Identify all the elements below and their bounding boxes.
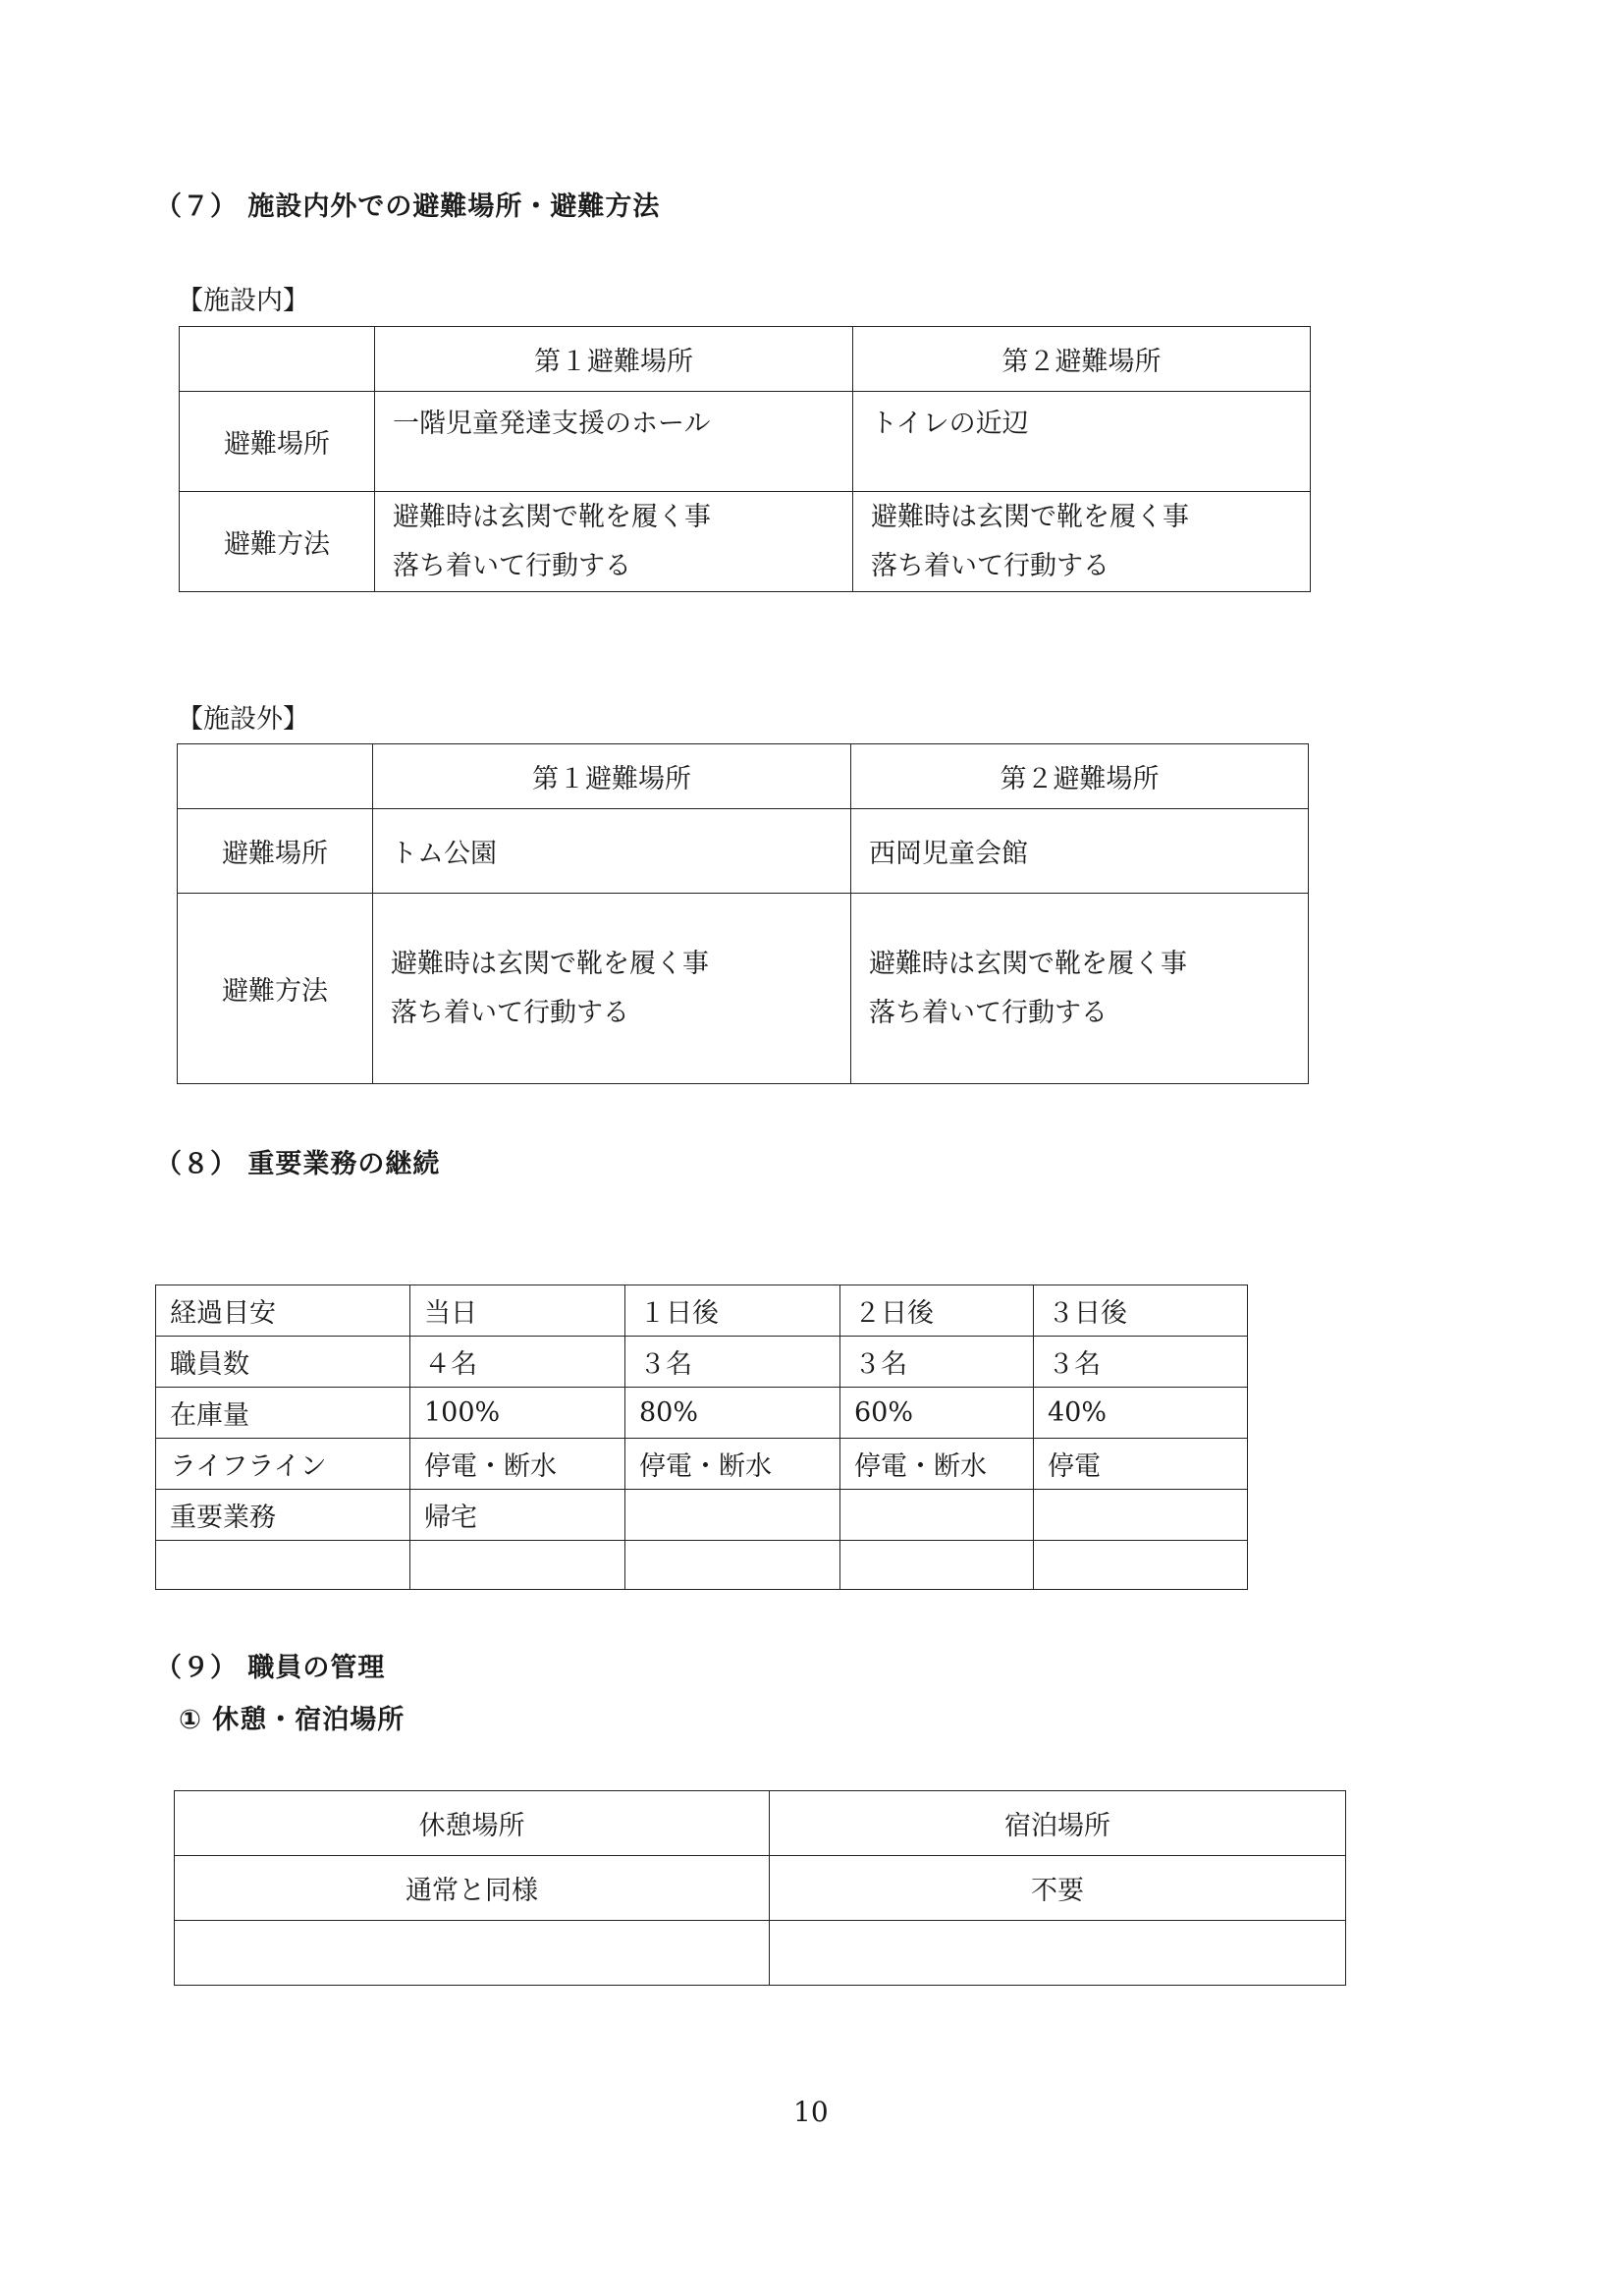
table-cell: 経過目安 bbox=[156, 1285, 410, 1337]
table-header-row bbox=[178, 744, 1309, 809]
table-cell bbox=[175, 1921, 770, 1986]
table-row bbox=[180, 492, 1311, 592]
table-cell: 職員数 bbox=[156, 1337, 410, 1388]
table-cell: １日後 bbox=[625, 1285, 840, 1337]
table-cell: 帰宅 bbox=[410, 1490, 625, 1541]
table-cell bbox=[625, 1490, 840, 1541]
table-row bbox=[175, 1856, 1346, 1921]
cell-line: 西岡児童会館 bbox=[869, 839, 1028, 869]
header-cell bbox=[178, 744, 373, 809]
table-cell: ３名 bbox=[840, 1337, 1034, 1388]
table-row bbox=[156, 1490, 1248, 1541]
table-row bbox=[178, 809, 1309, 894]
header-cell: 第１避難場所 bbox=[373, 744, 851, 809]
table-cell bbox=[853, 392, 1311, 492]
table-cell bbox=[1034, 1490, 1248, 1541]
table-cell: 不要 bbox=[770, 1856, 1346, 1921]
section-9-heading: （９） 職員の管理 bbox=[155, 1653, 386, 1683]
table-row bbox=[175, 1921, 1346, 1986]
table-cell: 在庫量 bbox=[156, 1388, 410, 1439]
table-row bbox=[178, 894, 1309, 1084]
table-cell: 100% bbox=[410, 1388, 625, 1439]
row-label: 避難方法 bbox=[178, 894, 373, 1084]
table-cell: 40% bbox=[1034, 1388, 1248, 1439]
header-cell: 第２避難場所 bbox=[853, 327, 1311, 392]
cell-line: 落ち着いて行動する bbox=[869, 997, 1108, 1028]
table-cell: 60% bbox=[840, 1388, 1034, 1439]
table-cell bbox=[853, 492, 1311, 592]
header-cell bbox=[180, 327, 375, 392]
cell-line: 避難時は玄関で靴を履く事 bbox=[391, 948, 709, 979]
table-cell: 重要業務 bbox=[156, 1490, 410, 1541]
table-cell: ３名 bbox=[625, 1337, 840, 1388]
table-cell: ３日後 bbox=[1034, 1285, 1248, 1337]
rest-lodging-table bbox=[174, 1790, 1346, 1986]
table-cell: ３名 bbox=[1034, 1337, 1248, 1388]
header-cell: 第１避難場所 bbox=[375, 327, 853, 392]
table-cell: 80% bbox=[625, 1388, 840, 1439]
cell-line: 一階児童発達支援のホール bbox=[393, 409, 711, 439]
table-row bbox=[180, 392, 1311, 492]
header-cell: 休憩場所 bbox=[175, 1791, 770, 1856]
business-continuity-table bbox=[155, 1285, 1248, 1590]
table-cell bbox=[770, 1921, 1346, 1986]
table-cell: 停電・断水 bbox=[840, 1439, 1034, 1490]
cell-line: 落ち着いて行動する bbox=[393, 550, 631, 581]
table-cell bbox=[851, 809, 1309, 894]
table-cell: 停電・断水 bbox=[625, 1439, 840, 1490]
table-cell bbox=[625, 1541, 840, 1590]
table-cell bbox=[373, 894, 851, 1084]
table-row bbox=[156, 1541, 1248, 1590]
table-cell bbox=[1034, 1541, 1248, 1590]
table-cell bbox=[840, 1541, 1034, 1590]
table-cell: 停電 bbox=[1034, 1439, 1248, 1490]
row-label: 避難場所 bbox=[178, 809, 373, 894]
table-cell: ２日後 bbox=[840, 1285, 1034, 1337]
table-row bbox=[156, 1285, 1248, 1337]
outside-evacuation-table bbox=[177, 743, 1309, 1084]
cell-line: トム公園 bbox=[391, 839, 497, 869]
cell-line: 避難時は玄関で靴を履く事 bbox=[869, 948, 1187, 979]
table-row bbox=[156, 1439, 1248, 1490]
row-label: 避難場所 bbox=[180, 392, 375, 492]
inside-evacuation-table bbox=[179, 326, 1311, 592]
cell-line: 避難時は玄関で靴を履く事 bbox=[393, 501, 711, 532]
header-cell: 宿泊場所 bbox=[770, 1791, 1346, 1856]
cell-line: トイレの近辺 bbox=[871, 409, 1029, 439]
section-8-heading: （８） 重要業務の継続 bbox=[155, 1149, 441, 1179]
table-header-row bbox=[175, 1791, 1346, 1856]
table-cell bbox=[375, 492, 853, 592]
table-cell: 当日 bbox=[410, 1285, 625, 1337]
table-header-row bbox=[180, 327, 1311, 392]
table-cell: 停電・断水 bbox=[410, 1439, 625, 1490]
table-row bbox=[156, 1388, 1248, 1439]
cell-line: 落ち着いて行動する bbox=[871, 550, 1109, 581]
section-7-heading: （７） 施設内外での避難場所・避難方法 bbox=[155, 191, 661, 222]
table-cell bbox=[851, 894, 1309, 1084]
table-cell bbox=[410, 1541, 625, 1590]
table-cell: ４名 bbox=[410, 1337, 625, 1388]
cell-line: 避難時は玄関で靴を履く事 bbox=[871, 501, 1189, 532]
page-number: 10 bbox=[793, 2096, 829, 2128]
table-cell: ライフライン bbox=[156, 1439, 410, 1490]
outside-label: 【施設外】 bbox=[177, 704, 309, 735]
table-cell bbox=[156, 1541, 410, 1590]
row-label: 避難方法 bbox=[180, 492, 375, 592]
table-cell bbox=[373, 809, 851, 894]
header-cell: 第２避難場所 bbox=[851, 744, 1309, 809]
table-cell bbox=[840, 1490, 1034, 1541]
cell-line: 落ち着いて行動する bbox=[391, 997, 629, 1028]
inside-label: 【施設内】 bbox=[177, 286, 309, 316]
table-cell: 通常と同様 bbox=[175, 1856, 770, 1921]
table-cell bbox=[375, 392, 853, 492]
table-row bbox=[156, 1337, 1248, 1388]
section-9-subheading: ① 休憩・宿泊場所 bbox=[179, 1705, 406, 1735]
